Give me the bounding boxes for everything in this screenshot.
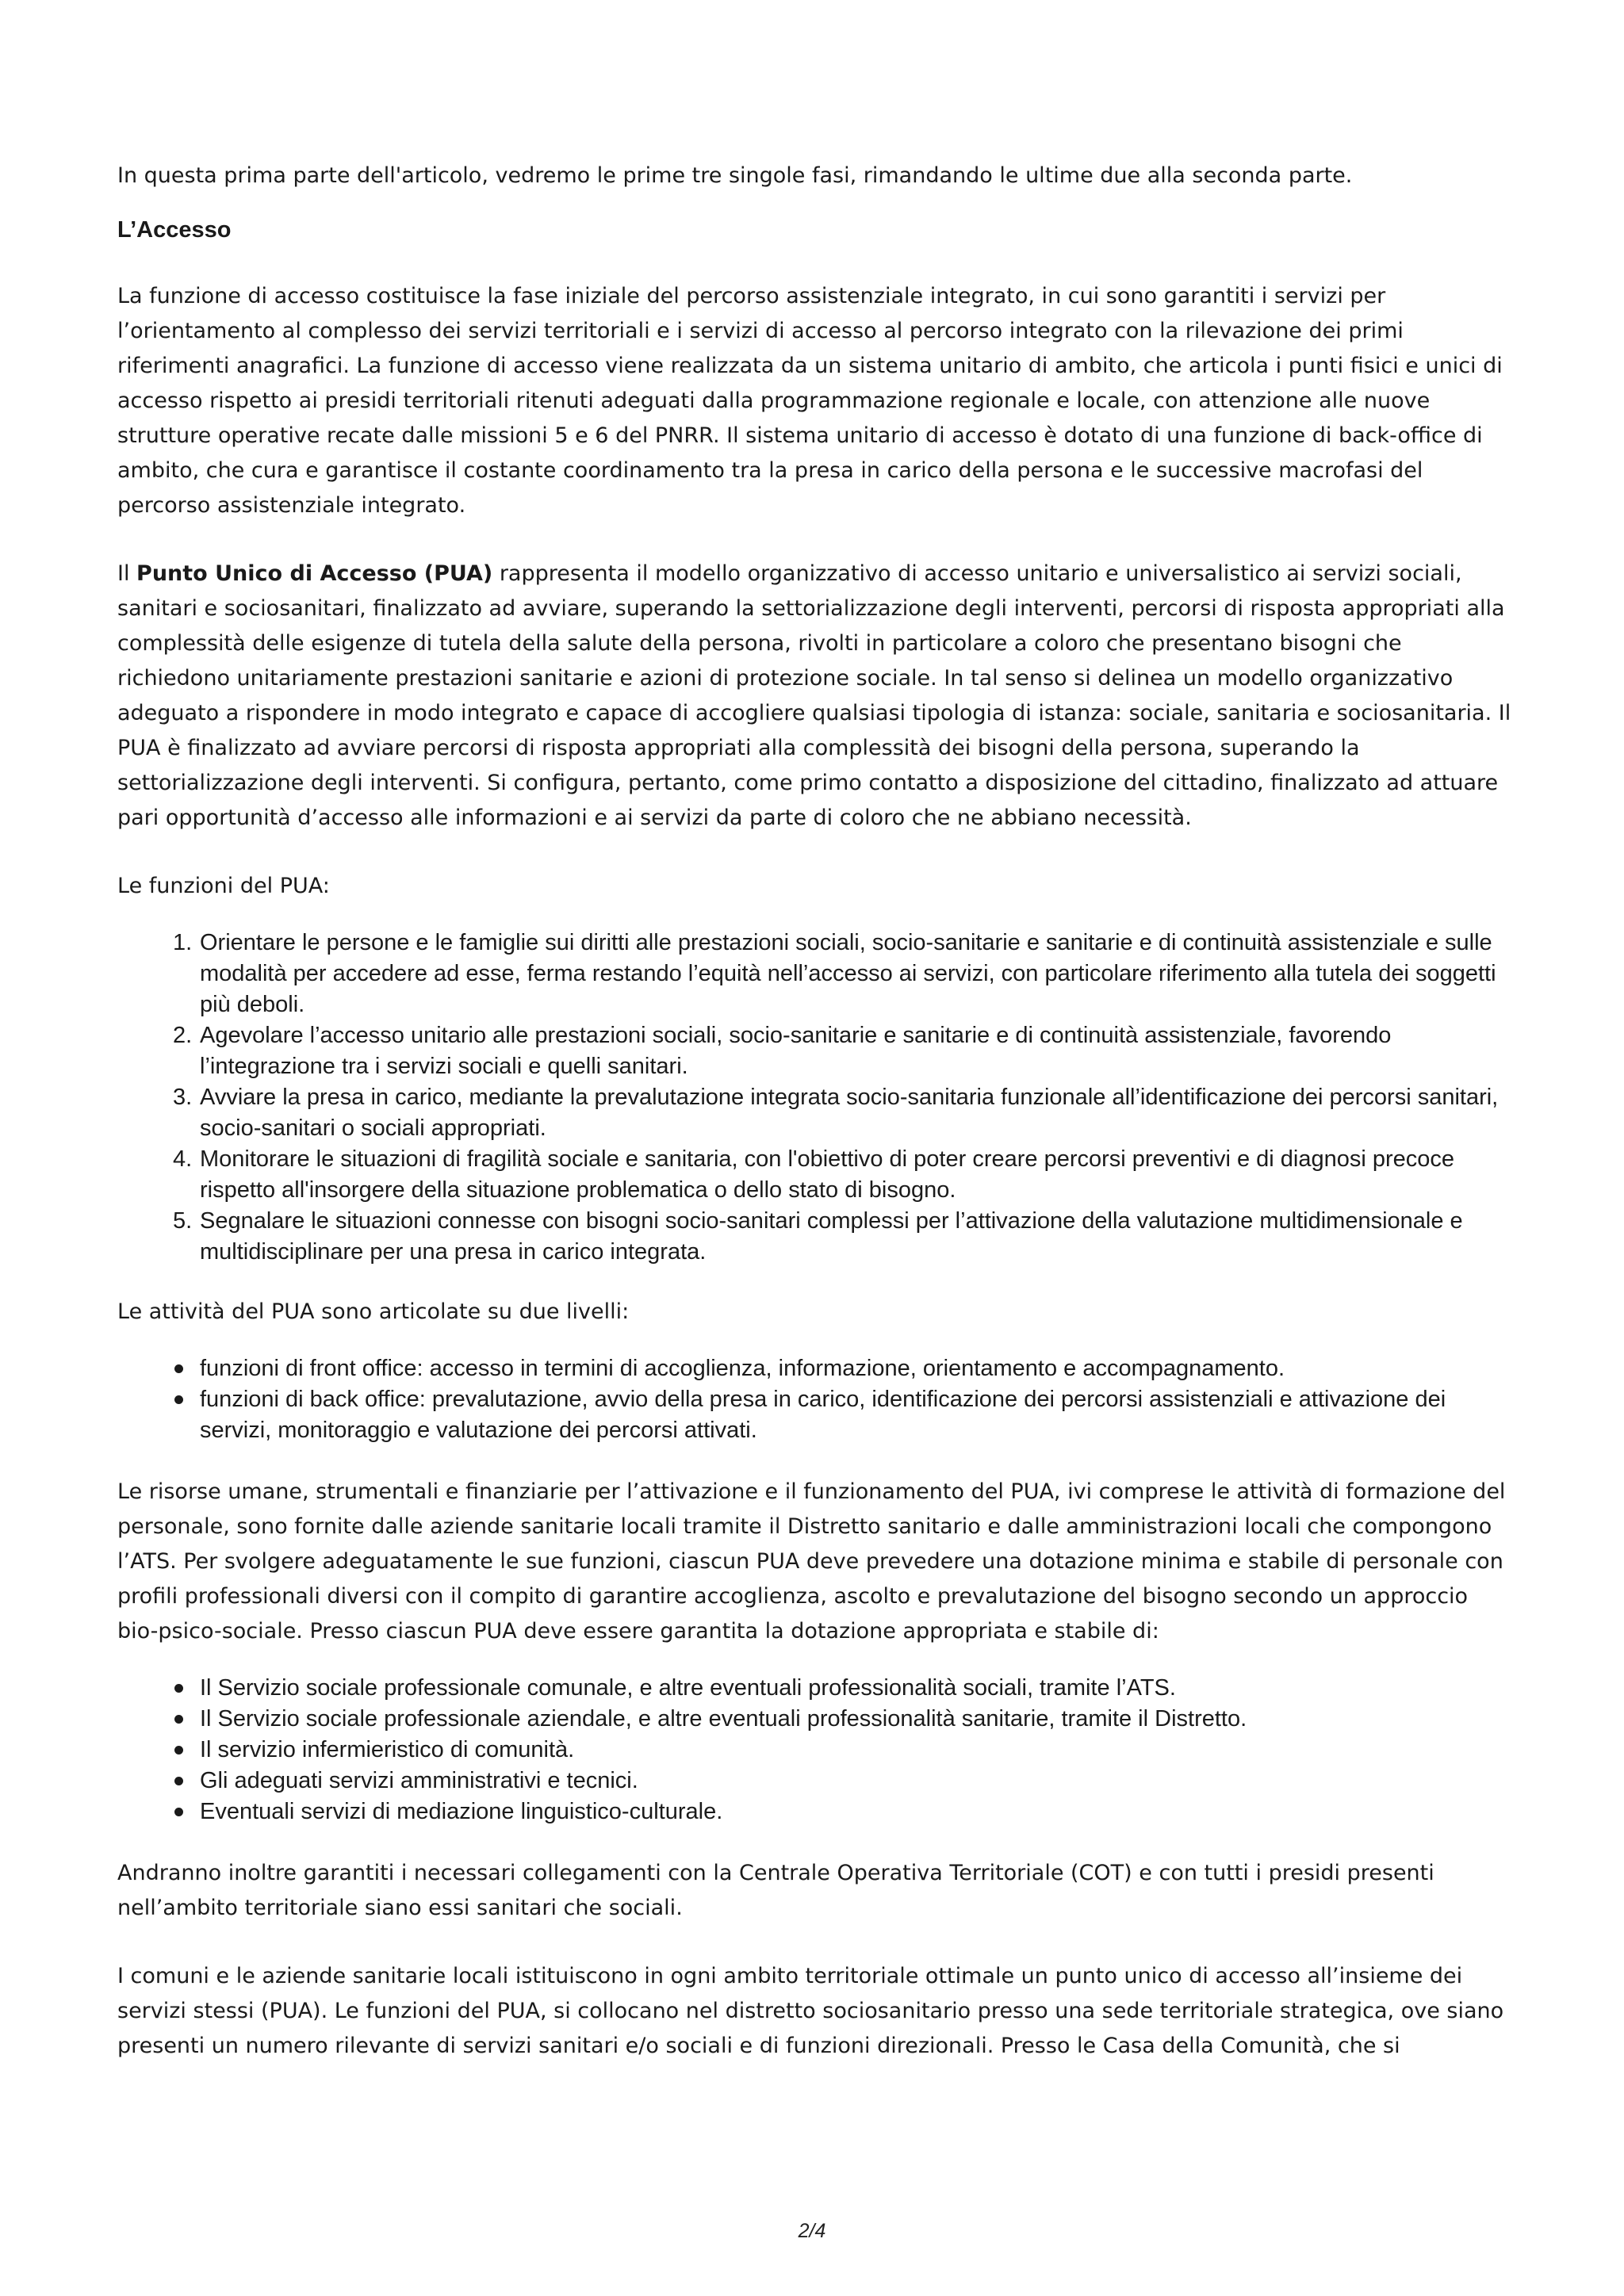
list-item <box>117 1353 1513 1384</box>
pua-term: Punto Unico di Accesso (PUA) <box>136 561 493 586</box>
list-item-text: Avviare la presa in carico, mediante la prevalutazione integrata socio-sanitaria funzionale all’identificazione dei percorsi sanitari, socio-sanitari o sociali appropriati. <box>200 1085 1499 1141</box>
bullet-icon <box>174 1364 183 1373</box>
list-item-text: Segnalare le situazioni connesse con bisogni socio-sanitari complessi per l’attivazione della valutazione multidimensionale e multidisciplinare per una presa in carico integrata. <box>200 1208 1463 1265</box>
page-number: 2/4 <box>798 2220 826 2242</box>
list-item-text: Orientare le persone e le famiglie sui diritti alle prestazioni sociali, socio-sanitarie e sanitarie e di continuità assistenziale e sulle modalità per accedere ad esse, ferma restando l’equità nell’accesso ai servizi, con particolare riferimento alla tutela dei soggetti più deboli. <box>200 930 1496 1017</box>
bullet-icon <box>174 1777 183 1785</box>
bullet-icon <box>174 1715 183 1724</box>
bullet-icon <box>174 1746 183 1755</box>
list-item-text: Agevolare l’accesso unitario alle prestazioni sociali, socio-sanitarie e sanitarie e di continuità assistenziale, favorendo l’integrazione tra i servizi sociali e quelli sanitari. <box>200 1023 1392 1079</box>
list-item-text: Monitorare le situazioni di fragilità sociale e sanitaria, con l'obiettivo di poter creare percorsi preventivi e di diagnosi precoce rispetto all'insorgere della situazione problematica o dello stato di bisogno. <box>200 1146 1455 1203</box>
list-item-text: Eventuali servizi di mediazione linguistico-culturale. <box>200 1799 723 1824</box>
activities-list <box>117 1353 1513 1446</box>
list-item-text: funzioni di front office: accesso in termini di accoglienza, informazione, orientamento e accompagnamento. <box>200 1356 1285 1381</box>
bullet-icon <box>174 1684 183 1693</box>
list-item <box>117 1384 1513 1446</box>
document-page <box>117 159 1513 2064</box>
staffing-list <box>117 1673 1513 1827</box>
pua-body: rappresenta il modello organizzativo di accesso unitario e universalistico ai servizi sociali, sanitari e sociosanitari, finalizzato ad avviare, superando la settorializzazione degli interventi, percorsi di risposta appropriati alla complessità delle esigenze di tutela della salute della persona, rivolti in particolare a coloro che presentano bisogni che richiedono unitariamente prestazioni sanitarie e azioni di protezione sociale. In tal senso si delinea un modello organizzativo adeguato a rispondere in modo integrato e capace di accogliere qualsiasi tipologia di istanza: sociale, sanitaria e sociosanitaria. Il PUA è finalizzato ad avviare percorsi di risposta appropriati alla complessità dei bisogni della persona, superando la settorializzazione degli interventi. Si configura, pertanto, come primo contatto a disposizione del cittadino, finalizzato ad attuare pari opportunità d’accesso alle informazioni e ai servizi da parte di coloro che ne abbiano necessità. <box>117 561 1511 830</box>
list-number: 5. <box>173 1208 193 1234</box>
list-item <box>117 1797 1513 1827</box>
connections-paragraph: Andranno inoltre garantiti i necessari collegamenti con la Centrale Operativa Territoriale (COT) e con tutti i presidi presenti nell’ambito territoriale siano essi sanitari che sociali. <box>117 1861 1434 1920</box>
list-item-text: Il Servizio sociale professionale comunale, e altre eventuali professionalità sociali, tramite l’ATS. <box>200 1675 1176 1701</box>
activities-intro: Le attività del PUA sono articolate su due livelli: <box>117 1299 630 1324</box>
list-item <box>117 1144 1513 1206</box>
resources-paragraph: Le risorse umane, strumentali e finanziarie per l’attivazione e il funzionamento del PUA, ivi comprese le attività di formazione del personale, sono fornite dalle aziende sanitarie locali tramite il Distretto sanitario e dalle amministrazioni locali che compongono l’ATS. Per svolgere adeguatamente le sue funzioni, ciascun PUA deve prevedere una dotazione minima e stabile di personale con profili professionali diversi con il compito di garantire accoglienza, ascolto e prevalutazione del bisogno secondo un approccio bio-psico-sociale. Presso ciascun PUA deve essere garantita la dotazione appropriata e stabile di: <box>117 1479 1506 1644</box>
list-item <box>117 1704 1513 1735</box>
list-number: 3. <box>173 1085 193 1110</box>
bullet-icon <box>174 1808 183 1816</box>
bullet-icon <box>174 1395 183 1404</box>
list-item <box>117 1673 1513 1704</box>
access-paragraph: La funzione di accesso costituisce la fase iniziale del percorso assistenziale integrato, in cui sono garantiti i servizi per l’orientamento al complesso dei servizi territoriali e i servizi di accesso al percorso integrato con la rilevazione dei primi riferimenti anagrafici. La funzione di accesso viene realizzata da un sistema unitario di ambito, che articola i punti fisici e unici di accesso rispetto ai presidi territoriali ritenuti adeguati dalla programmazione regionale e locale, con attenzione alle nuove strutture operative recate dalle missioni 5 e 6 del PNRR. Il sistema unitario di accesso è dotato di una funzione di back-office di ambito, che cura e garantisce il costante coordinamento tra la presa in carico della persona e le successive macrofasi del percorso assistenziale integrato. <box>117 284 1503 518</box>
list-item-text: Il servizio infermieristico di comunità. <box>200 1737 575 1762</box>
list-item <box>117 1082 1513 1144</box>
functions-intro: Le funzioni del PUA: <box>117 874 330 898</box>
list-item-text: Il Servizio sociale professionale aziendale, e altre eventuali professionalità sanitarie, tramite il Distretto. <box>200 1706 1247 1732</box>
list-item <box>117 1735 1513 1766</box>
pua-paragraph <box>117 557 1513 836</box>
list-item <box>117 1020 1513 1082</box>
list-number: 1. <box>173 930 193 955</box>
list-item <box>117 928 1513 1020</box>
list-item <box>117 1206 1513 1268</box>
closing-paragraph: I comuni e le aziende sanitarie locali istituiscono in ogni ambito territoriale ottimale un punto unico di accesso all’insieme dei servizi stessi (PUA). Le funzioni del PUA, si collocano nel distretto sociosanitario presso una sede territoriale strategica, ove siano presenti un numero rilevante di servizi sanitari e/o sociali e di funzioni direzionali. Presso le Casa della Comunità, che si <box>117 1964 1504 2058</box>
list-item-text: Gli adeguati servizi amministrativi e tecnici. <box>200 1768 638 1793</box>
intro-paragraph: In questa prima parte dell'articolo, vedremo le prime tre singole fasi, rimandando le ultime due alla seconda parte. <box>117 163 1353 188</box>
section-heading: L’Accesso <box>117 217 232 243</box>
list-item-text: funzioni di back office: prevalutazione, avvio della presa in carico, identificazione dei percorsi assistenziali e attivazione dei servizi, monitoraggio e valutazione dei percorsi attivati. <box>200 1387 1446 1443</box>
pua-prefix: Il <box>117 561 137 586</box>
list-number: 4. <box>173 1146 193 1172</box>
list-number: 2. <box>173 1023 193 1048</box>
functions-list <box>117 928 1513 1268</box>
list-item <box>117 1766 1513 1797</box>
